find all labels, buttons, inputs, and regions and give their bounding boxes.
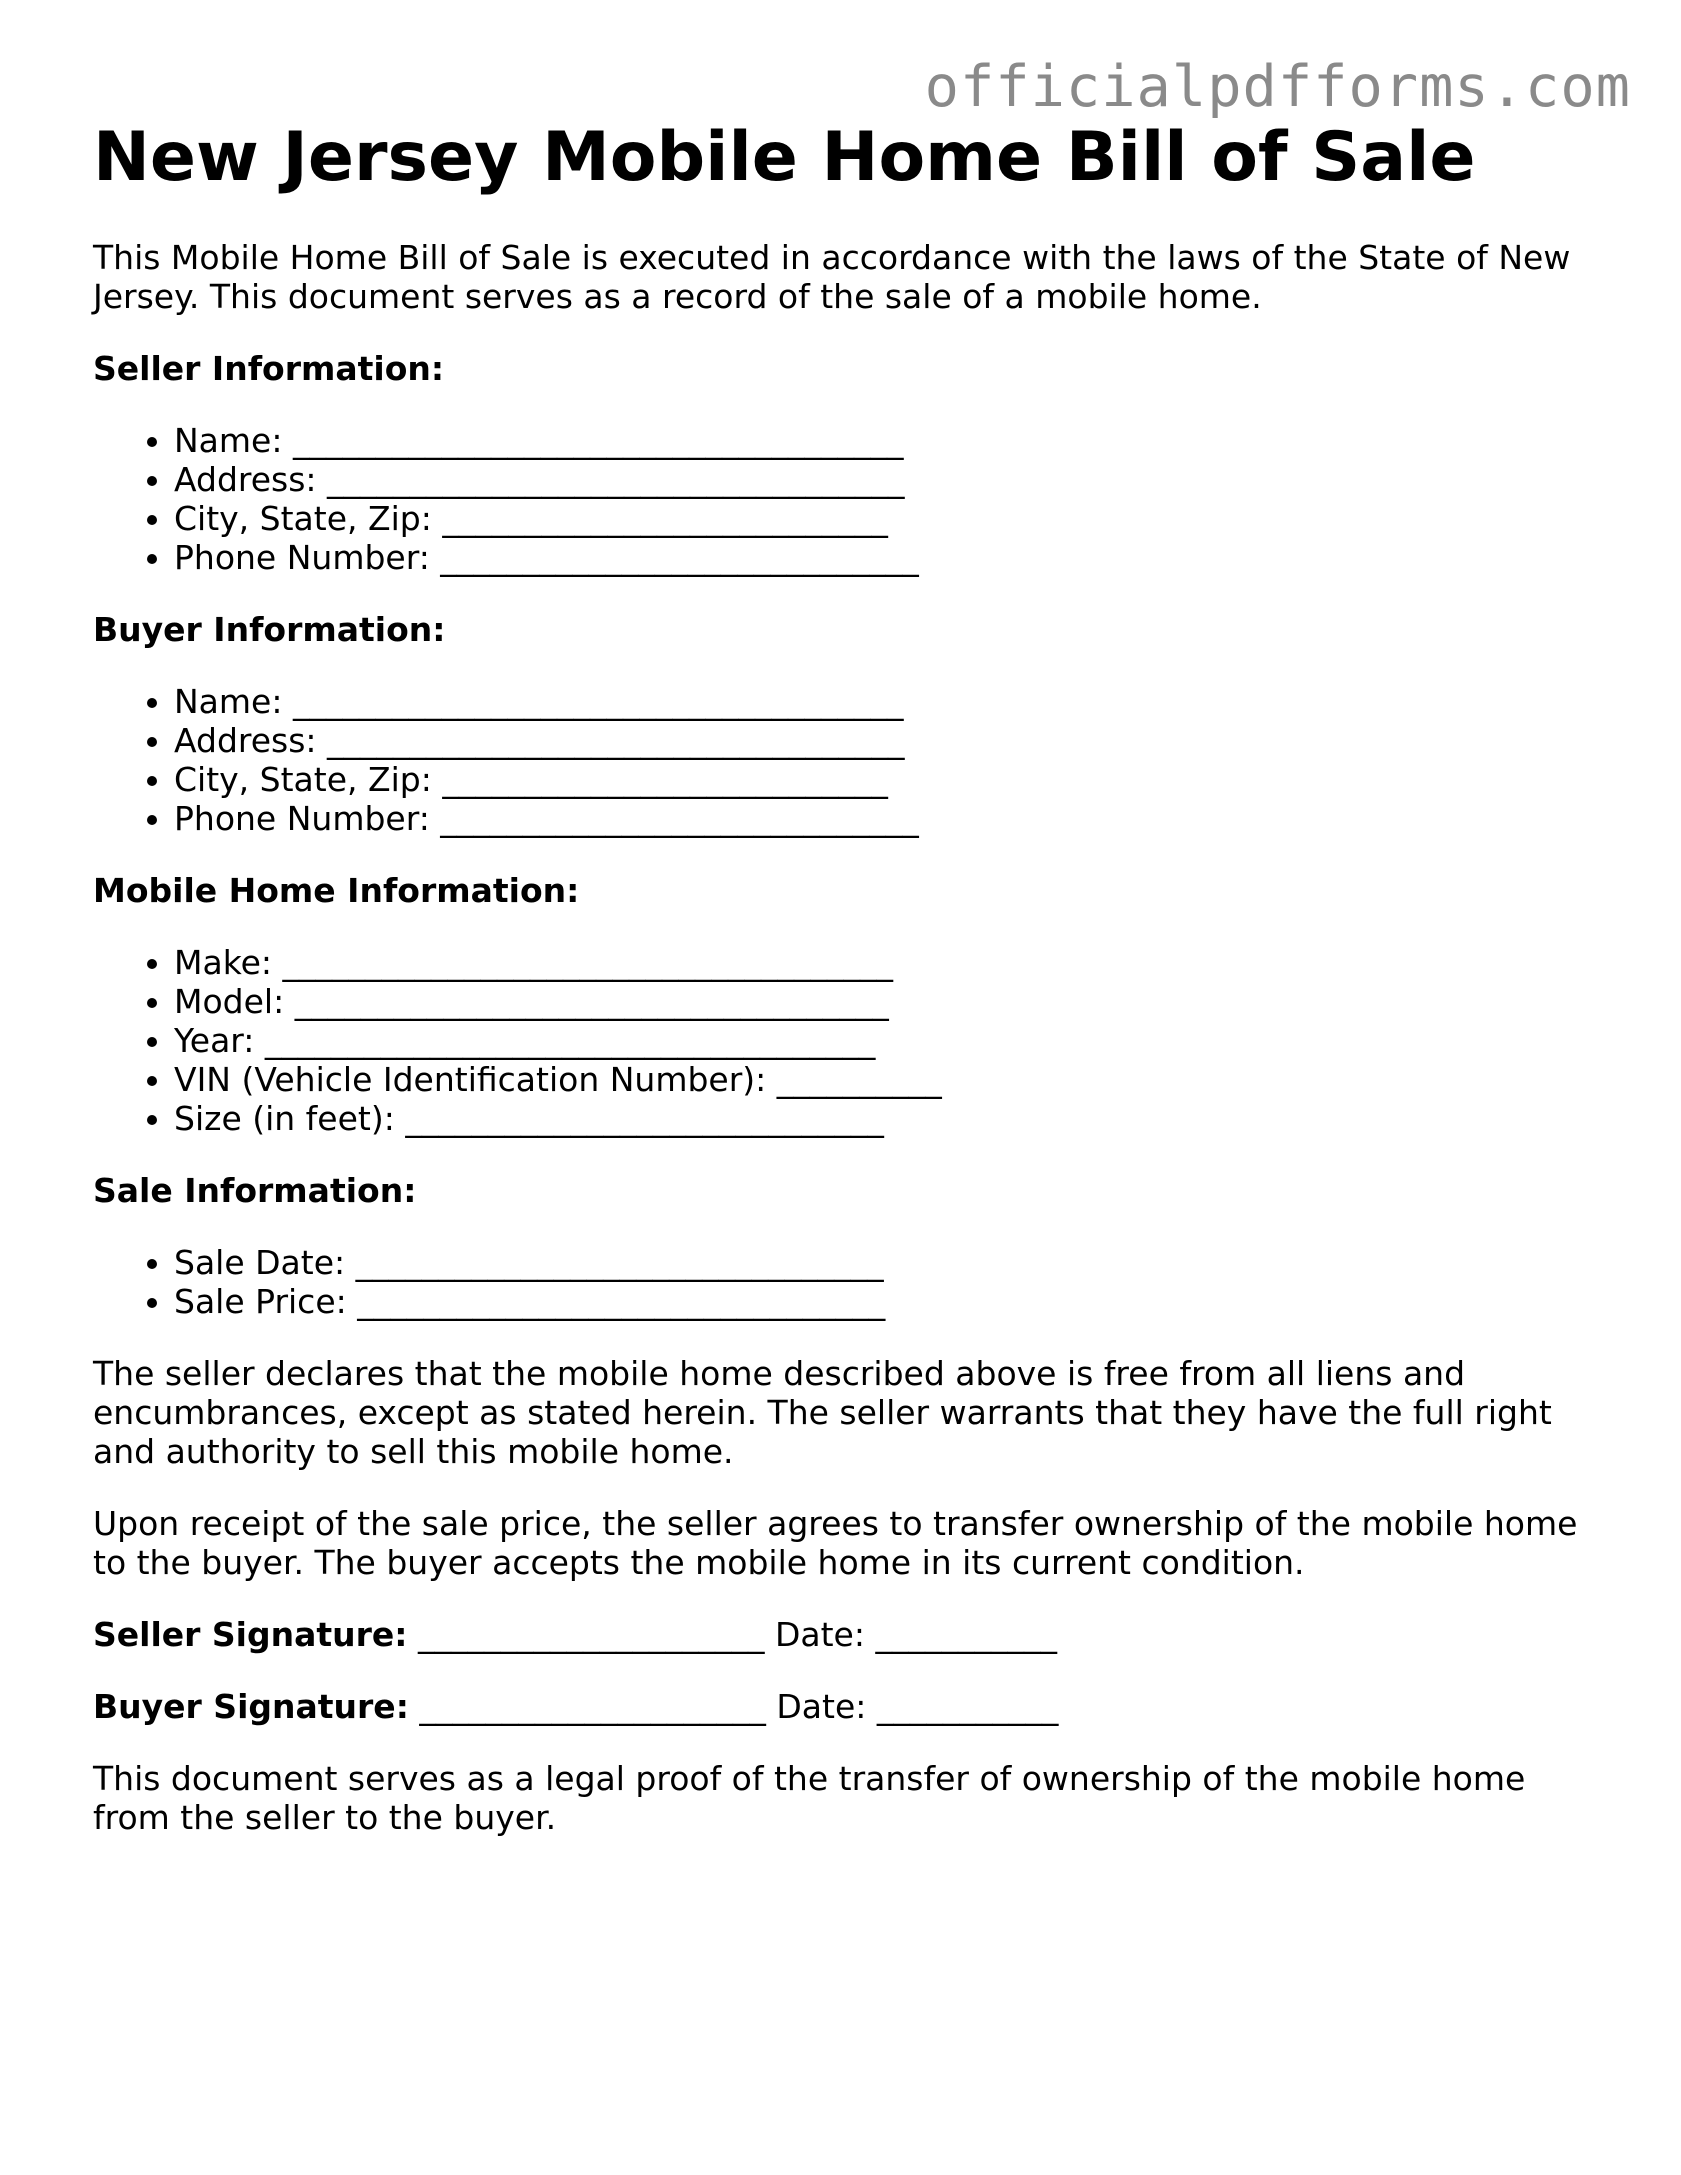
buyer-city-state-zip-field: • City, State, Zip: ___________________________ [174,760,1593,799]
make-field: • Make: _____________________________________ [174,943,1593,982]
intro-paragraph: This Mobile Home Bill of Sale is executed in accordance with the laws of the State of New Jersey. This document serves as a record of the sale of a mobile home. [93,238,1571,316]
seller-signature-label: Seller Signature: [93,1615,408,1654]
buyer-heading: Buyer Information: [93,610,446,649]
sale-heading: Sale Information: [93,1171,417,1210]
watermark: officialpdfforms.com [924,54,1631,120]
vin-field: • VIN (Vehicle Identification Number): __________ [174,1060,1593,1099]
mobile-home-heading: Mobile Home Information: [93,871,580,910]
seller-signature-line [93,1615,1593,1654]
transfer-paragraph: Upon receipt of the sale price, the seller agrees to transfer ownership of the mobile home to the buyer. The buyer accepts the mobile home in its current condition. [93,1504,1578,1582]
model-field: • Model: ____________________________________ [174,982,1593,1021]
document-body [93,112,1593,1870]
closing-paragraph: This document serves as a legal proof of the transfer of ownership of the mobile home from the seller to the buyer. [93,1759,1526,1837]
seller-name-field: • Name: _____________________________________ [174,421,1593,460]
sale-list [93,1243,1593,1321]
sale-date-field: • Sale Date: ________________________________ [174,1243,1593,1282]
buyer-signature-label: Buyer Signature: [93,1687,409,1726]
buyer-signature-blank: _____________________ Date: ___________ [408,1687,1059,1726]
size-field: • Size (in feet): _____________________________ [174,1099,1593,1138]
buyer-phone-field: • Phone Number: _____________________________ [174,799,1593,838]
seller-city-state-zip-field: • City, State, Zip: ___________________________ [174,499,1593,538]
seller-signature-blank: _____________________ Date: ___________ [407,1615,1057,1654]
page-title: New Jersey Mobile Home Bill of Sale [93,118,1476,197]
seller-address-field: • Address: ___________________________________ [174,460,1593,499]
buyer-name-field: • Name: _____________________________________ [174,682,1593,721]
seller-phone-field: • Phone Number: _____________________________ [174,538,1593,577]
mobile-home-list [93,943,1593,1138]
seller-list [93,421,1593,577]
declaration-paragraph: The seller declares that the mobile home described above is free from all liens and encumbrances, except as stated herein. The seller warrants that they have the full right and authority to sell this mobile home. [93,1354,1552,1471]
buyer-address-field: • Address: ___________________________________ [174,721,1593,760]
seller-heading: Seller Information: [93,349,445,388]
buyer-list [93,682,1593,838]
sale-price-field: • Sale Price: ________________________________ [174,1282,1593,1321]
year-field: • Year: _____________________________________ [174,1021,1593,1060]
buyer-signature-line [93,1687,1593,1726]
